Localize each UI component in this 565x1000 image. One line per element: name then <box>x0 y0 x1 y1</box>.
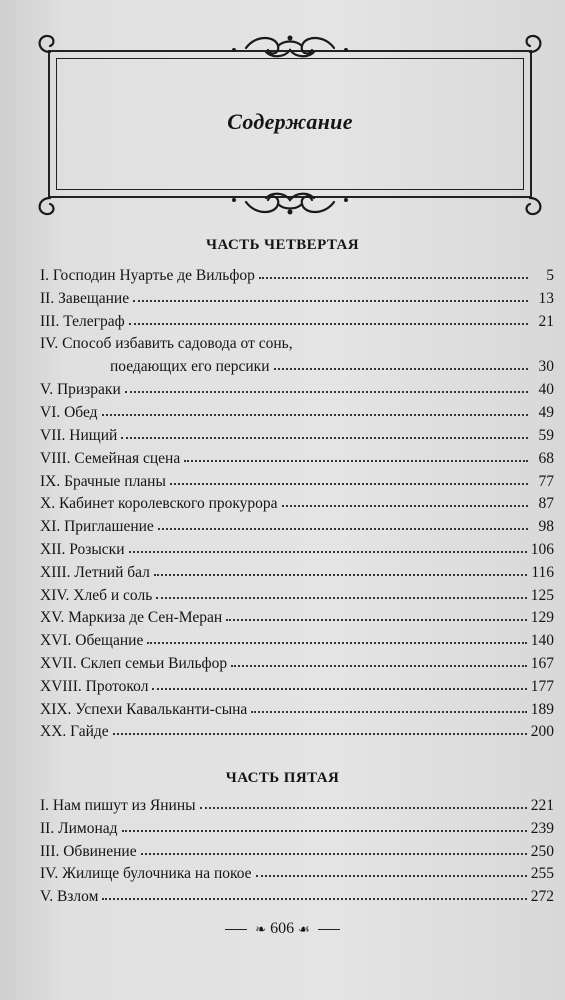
toc-entry-label: II. Завещание <box>40 289 130 307</box>
toc-entry[interactable] <box>40 562 554 585</box>
footer-rule-right <box>318 929 340 930</box>
toc-entry-page: 116 <box>531 563 554 581</box>
toc-entry[interactable] <box>40 288 554 311</box>
dot-leader <box>147 632 526 644</box>
toc-entry-label: II. Лимонад <box>40 819 118 837</box>
toc-entry-page: 49 <box>538 404 554 422</box>
dot-leader <box>129 313 528 325</box>
toc-entry-label: XI. Приглашение <box>40 518 154 536</box>
dot-leader <box>154 564 527 576</box>
toc-entry[interactable] <box>40 265 554 288</box>
toc-entry-label: XVII. Склеп семьи Вильфор <box>40 654 228 672</box>
dot-leader <box>200 797 527 809</box>
toc-entry[interactable] <box>40 818 554 841</box>
toc-entry-label: XV. Маркиза де Сен-Меран <box>40 609 223 627</box>
toc-entry-label: IV. Способ избавить садовода от сонь, <box>40 335 293 353</box>
toc-entry-page: 125 <box>530 586 554 604</box>
toc-entry-label: XVIII. Протокол <box>40 677 149 695</box>
dot-leader <box>121 427 528 439</box>
toc-entry-page: 98 <box>538 518 554 536</box>
toc-entry[interactable] <box>40 653 554 676</box>
toc-entry[interactable] <box>40 841 554 864</box>
dot-leader <box>170 473 528 485</box>
dot-leader <box>226 609 527 621</box>
part-heading-5: ЧАСТЬ ПЯТАЯ <box>225 770 340 786</box>
dot-leader <box>102 404 528 416</box>
toc-entry-page: 255 <box>530 865 554 883</box>
toc-entry-page: 21 <box>538 312 554 330</box>
toc-entry-page: 239 <box>530 819 554 837</box>
toc-entry-page: 13 <box>538 289 554 307</box>
toc-entry-label: VI. Обед <box>40 404 98 422</box>
part-heading-4: ЧАСТЬ ЧЕТВЕРТАЯ <box>206 237 359 253</box>
toc-entry-label: XIV. Хлеб и соль <box>40 586 153 604</box>
toc-entry-page: 129 <box>530 609 554 627</box>
toc-entry-label: V. Взлом <box>40 888 99 906</box>
scroll-ornament-icon: ❧ <box>255 921 267 937</box>
dot-leader <box>282 495 528 507</box>
dot-leader <box>251 701 526 713</box>
toc-entry-label: IX. Брачные планы <box>40 472 166 490</box>
dot-leader <box>184 450 528 462</box>
toc-entry-page: 87 <box>538 495 554 513</box>
dot-leader <box>141 843 527 855</box>
dot-leader <box>259 267 528 279</box>
toc-entry[interactable] <box>40 333 554 379</box>
toc-entry[interactable] <box>40 379 554 402</box>
toc-entry[interactable] <box>40 448 554 471</box>
page-footer <box>0 920 565 938</box>
dot-leader <box>129 541 527 553</box>
dot-leader <box>231 655 527 667</box>
toc-entry[interactable] <box>40 516 554 539</box>
toc-entry[interactable] <box>40 311 554 334</box>
title-frame <box>34 30 546 220</box>
page-number: 606 <box>270 920 295 937</box>
toc-entry-label: III. Телеграф <box>40 312 125 330</box>
toc-entry-label: XX. Гайде <box>40 723 109 741</box>
toc-entry[interactable] <box>40 699 554 722</box>
toc-entry-label: IV. Жилище булочника на покое <box>40 865 252 883</box>
toc-entry-page: 59 <box>538 426 554 444</box>
dot-leader <box>274 358 528 370</box>
toc-entry[interactable] <box>40 886 554 909</box>
page-title: Содержание <box>227 109 353 134</box>
toc-entry-page: 140 <box>530 632 554 650</box>
toc-entry[interactable] <box>40 676 554 699</box>
toc-entry[interactable] <box>40 585 554 608</box>
dot-leader <box>152 678 526 690</box>
dot-leader <box>156 587 526 599</box>
toc-entry[interactable] <box>40 607 554 630</box>
toc-entry-label: X. Кабинет королевского прокурора <box>40 495 278 513</box>
toc-entry-page: 221 <box>530 797 554 814</box>
toc-entry[interactable] <box>40 425 554 448</box>
toc-entry-label: VIII. Семейная сцена <box>40 449 181 467</box>
toc-entry-page: 40 <box>538 381 554 399</box>
toc-entry-page: 200 <box>530 723 554 741</box>
toc-entry[interactable] <box>40 795 554 818</box>
dot-leader <box>158 518 528 530</box>
toc-list-part-4 <box>40 265 554 744</box>
toc-entry-page: 250 <box>530 842 554 860</box>
toc-entry[interactable] <box>40 493 554 516</box>
toc-entry-label-continued: поедающих его персики <box>110 358 270 376</box>
toc-entry[interactable] <box>40 863 554 886</box>
dot-leader <box>102 888 526 900</box>
toc-entry-label: VII. Нищий <box>40 426 118 444</box>
toc-entry-label: V. Призраки <box>40 381 121 399</box>
toc-entry-page: 77 <box>538 472 554 490</box>
toc-entry-label: I. Господин Нуартье де Вильфор <box>40 267 255 284</box>
dot-leader <box>125 381 528 393</box>
toc-entry[interactable] <box>40 471 554 494</box>
scroll-ornament-icon: ☙ <box>298 921 310 937</box>
toc-entry-label: I. Нам пишут из Янины <box>40 797 196 814</box>
toc-entry-page: 5 <box>546 267 554 284</box>
dot-leader <box>133 290 528 302</box>
footer-rule-left <box>225 929 247 930</box>
toc-entry-label: XIII. Летний бал <box>40 563 150 581</box>
toc-entry-page: 272 <box>530 888 554 906</box>
dot-leader <box>122 820 527 832</box>
toc-entry-label: XVI. Обещание <box>40 632 144 650</box>
toc-entry-label: XIX. Успехи Кавальканти-сына <box>40 700 248 718</box>
toc-entry-page: 189 <box>530 700 554 718</box>
toc-entry[interactable] <box>40 630 554 653</box>
toc-entry[interactable] <box>40 402 554 425</box>
toc-entry-page: 177 <box>530 677 554 695</box>
toc-entry-label: III. Обвинение <box>40 842 137 860</box>
toc-entry-page: 68 <box>538 449 554 467</box>
toc-entry-page: 106 <box>530 540 554 558</box>
toc-entry-label: XII. Розыски <box>40 540 125 558</box>
toc-entry[interactable] <box>40 721 554 744</box>
toc-list-part-5 <box>40 795 554 909</box>
toc-entry-page: 30 <box>538 358 554 376</box>
toc-entry-page: 167 <box>530 654 554 672</box>
toc-entry[interactable] <box>40 539 554 562</box>
dot-leader <box>113 723 527 735</box>
dot-leader <box>256 865 527 877</box>
